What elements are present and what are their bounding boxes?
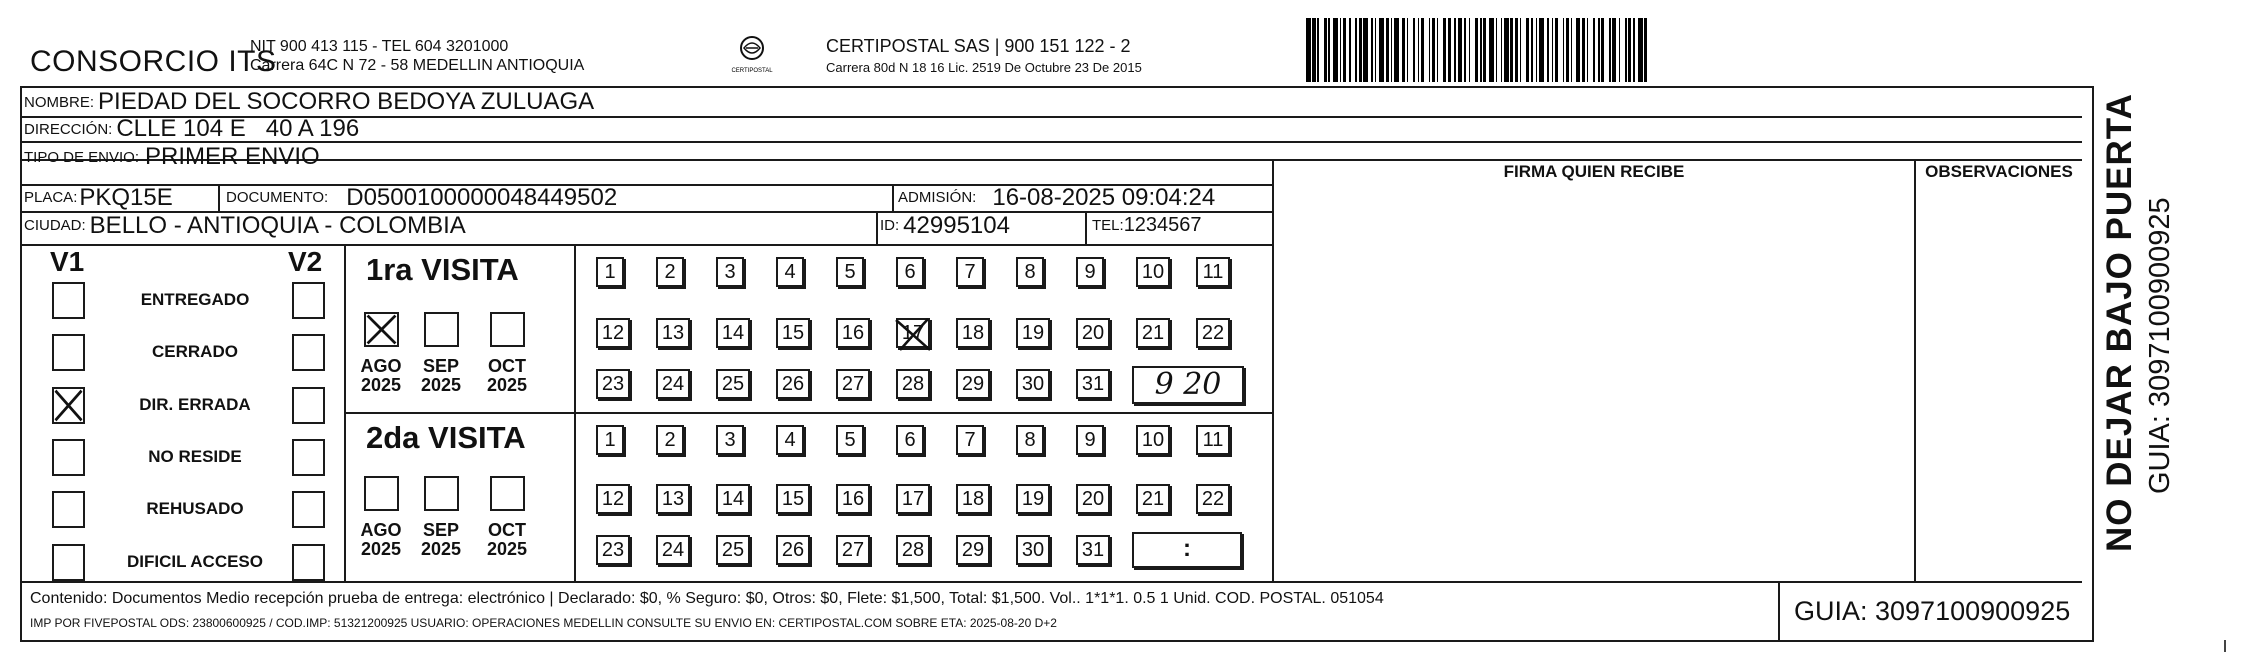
tipo-row bbox=[24, 143, 320, 170]
id-label: ID: bbox=[880, 217, 900, 234]
month-label bbox=[482, 521, 532, 559]
status-v2-checkbox[interactable] bbox=[292, 387, 325, 424]
visit1-title: 1ra VISITA bbox=[366, 252, 519, 287]
tel-value: 1234567 bbox=[1123, 214, 1202, 236]
footer-guia: GUIA: 3097100900925 bbox=[1794, 596, 2071, 626]
day-box[interactable]: 14 bbox=[716, 484, 750, 514]
day-box[interactable]: 27 bbox=[836, 535, 870, 565]
nombre-row bbox=[24, 88, 594, 116]
day-box[interactable]: 4 bbox=[776, 257, 804, 287]
day-box[interactable]: 3 bbox=[716, 257, 744, 287]
day-box[interactable]: 12 bbox=[596, 484, 630, 514]
month-label bbox=[356, 521, 406, 559]
day-box[interactable]: 29 bbox=[956, 535, 990, 565]
v1-header: V1 bbox=[50, 246, 85, 277]
day-box[interactable]: 2 bbox=[656, 257, 684, 287]
status-v1-checkbox[interactable] bbox=[52, 334, 85, 371]
status-label: ENTREGADO bbox=[140, 290, 250, 309]
day-box[interactable]: 2 bbox=[656, 425, 684, 455]
day-box[interactable]: 24 bbox=[656, 535, 690, 565]
month-label bbox=[416, 357, 466, 395]
day-box[interactable]: 7 bbox=[956, 425, 984, 455]
day-box[interactable]: 16 bbox=[836, 484, 870, 514]
month-year: 2025 bbox=[360, 539, 402, 559]
ciudad-row bbox=[24, 212, 466, 239]
barcode bbox=[1306, 18, 1649, 82]
month-label bbox=[482, 357, 532, 395]
status-v1-checkbox[interactable] bbox=[52, 439, 85, 476]
day-box[interactable]: 1 bbox=[596, 257, 624, 287]
day-box[interactable]: 19 bbox=[1016, 484, 1050, 514]
visit2-time-field[interactable]: : bbox=[1132, 532, 1242, 568]
observaciones-header: OBSERVACIONES bbox=[1925, 162, 2073, 181]
day-box[interactable]: 20 bbox=[1076, 484, 1110, 514]
footer-content: Contenido: Documentos Medio recepción prueba de entrega: electrónico | Declarado: $0, % Seguro: $0, Otros: $0, Flete: $1,500, Total: $1,500. Vol.. 1*1*1. 0.5 1 Unid. COD. POSTAL. 051054 bbox=[30, 590, 1384, 607]
status-v1-checkbox[interactable] bbox=[52, 544, 85, 581]
status-label: REHUSADO bbox=[146, 499, 244, 518]
month-checkbox[interactable] bbox=[364, 476, 399, 511]
placa-label: PLACA: bbox=[24, 189, 78, 206]
id-value: 42995104 bbox=[903, 211, 1010, 239]
month-checkbox[interactable] bbox=[490, 312, 525, 347]
documento-row bbox=[226, 184, 617, 211]
day-box[interactable]: 31 bbox=[1076, 535, 1110, 565]
day-box[interactable]: 9 bbox=[1076, 257, 1104, 287]
day-box[interactable]: 22 bbox=[1196, 484, 1230, 514]
day-box[interactable]: 6 bbox=[896, 257, 924, 287]
month-name: AGO bbox=[360, 520, 402, 540]
certipostal-address: Carrera 80d N 18 16 Lic. 2519 De Octubre 23 De 2015 bbox=[826, 60, 1142, 75]
day-box[interactable]: 3 bbox=[716, 425, 744, 455]
month-year: 2025 bbox=[486, 375, 528, 395]
documento-label: DOCUMENTO: bbox=[226, 189, 329, 206]
day-box[interactable]: 21 bbox=[1136, 318, 1170, 348]
month-name: SEP bbox=[422, 356, 460, 376]
day-box[interactable]: 27 bbox=[836, 369, 870, 399]
day-box[interactable]: 18 bbox=[956, 484, 990, 514]
company-nit: NIT 900 413 115 - TEL 604 3201000 bbox=[250, 38, 509, 55]
day-box[interactable]: 10 bbox=[1136, 257, 1170, 287]
month-year: 2025 bbox=[420, 539, 462, 559]
day-box[interactable]: 15 bbox=[776, 318, 810, 348]
day-box[interactable]: 26 bbox=[776, 535, 810, 565]
month-name: OCT bbox=[488, 356, 526, 376]
footer-meta: IMP POR FIVEPOSTAL ODS: 23800600925 / COD.IMP: 51321200925 USUARIO: OPERACIONES MEDELLIN CONSULTE SU ENVIO EN: CERTIPOSTAL.COM SOBRE ETA: 2025-08-20 D+2 bbox=[30, 616, 1057, 630]
day-box[interactable]: 28 bbox=[896, 369, 930, 399]
observations-area bbox=[1918, 185, 2080, 579]
day-box[interactable]: 23 bbox=[596, 535, 630, 565]
day-box[interactable]: 8 bbox=[1016, 425, 1044, 455]
day-box[interactable]: 4 bbox=[776, 425, 804, 455]
status-v1-checkbox[interactable] bbox=[52, 387, 85, 424]
day-box[interactable]: 26 bbox=[776, 369, 810, 399]
status-label: DIFICIL ACCESO bbox=[126, 552, 263, 571]
status-v2-checkbox[interactable] bbox=[292, 491, 325, 528]
day-box[interactable]: 20 bbox=[1076, 318, 1110, 348]
day-box[interactable]: 30 bbox=[1016, 535, 1050, 565]
day-box[interactable]: 28 bbox=[896, 535, 930, 565]
month-checkbox[interactable] bbox=[424, 312, 459, 347]
day-box[interactable]: 23 bbox=[596, 369, 630, 399]
day-box[interactable]: 10 bbox=[1136, 425, 1170, 455]
day-box[interactable]: 17 bbox=[896, 318, 930, 348]
visit2-title: 2da VISITA bbox=[366, 420, 526, 455]
status-v2-checkbox[interactable] bbox=[292, 282, 325, 319]
nombre-value: PIEDAD DEL SOCORRO BEDOYA ZULUAGA bbox=[98, 88, 595, 115]
month-label bbox=[356, 357, 406, 395]
v2-header: V2 bbox=[288, 246, 323, 277]
documento-value: D0500100000048449502 bbox=[346, 183, 618, 211]
svg-text:CERTIPOSTAL: CERTIPOSTAL bbox=[731, 68, 773, 74]
status-v2-checkbox[interactable] bbox=[292, 334, 325, 371]
status-label: NO RESIDE bbox=[148, 447, 242, 466]
day-box[interactable]: 11 bbox=[1196, 257, 1230, 287]
side-guia: GUIA: 3097100900925 bbox=[2144, 197, 2176, 494]
status-label: DIR. ERRADA bbox=[139, 395, 251, 414]
month-checkbox[interactable] bbox=[490, 476, 525, 511]
day-box[interactable]: 19 bbox=[1016, 318, 1050, 348]
day-box[interactable]: 5 bbox=[836, 425, 864, 455]
placa-value: PKQ15E bbox=[79, 183, 173, 211]
direccion-row bbox=[24, 117, 359, 141]
nombre-label: NOMBRE: bbox=[24, 93, 95, 111]
month-year: 2025 bbox=[486, 539, 528, 559]
tipo-label: TIPO DE ENVIO: bbox=[24, 148, 140, 166]
admision-label: ADMISIÓN: bbox=[898, 189, 977, 206]
id-row bbox=[880, 212, 1010, 239]
day-box[interactable]: 6 bbox=[896, 425, 924, 455]
status-v1-checkbox[interactable] bbox=[52, 282, 85, 319]
ciudad-label: CIUDAD: bbox=[24, 217, 86, 234]
day-box[interactable]: 16 bbox=[836, 318, 870, 348]
status-v2-checkbox[interactable] bbox=[292, 544, 325, 581]
status-v2-checkbox[interactable] bbox=[292, 439, 325, 476]
month-checkbox[interactable] bbox=[364, 312, 399, 347]
side-warning: NO DEJAR BAJO PUERTA bbox=[2100, 93, 2139, 552]
tel-row bbox=[1092, 212, 1202, 239]
day-box[interactable]: 9 bbox=[1076, 425, 1104, 455]
ciudad-value: BELLO - ANTIOQUIA - COLOMBIA bbox=[89, 211, 466, 239]
tipo-value: PRIMER ENVIO bbox=[145, 143, 320, 170]
signature-area bbox=[1276, 185, 1912, 579]
month-year: 2025 bbox=[420, 375, 462, 395]
day-box[interactable]: 7 bbox=[956, 257, 984, 287]
admision-row bbox=[898, 184, 1215, 211]
day-box[interactable]: 15 bbox=[776, 484, 810, 514]
day-box[interactable]: 25 bbox=[716, 369, 750, 399]
day-box[interactable]: 25 bbox=[716, 535, 750, 565]
tel-label: TEL: bbox=[1092, 217, 1124, 234]
month-name: AGO bbox=[360, 356, 402, 376]
month-year: 2025 bbox=[360, 375, 402, 395]
month-name: OCT bbox=[488, 520, 526, 540]
month-checkbox[interactable] bbox=[424, 476, 459, 511]
certipostal-logo bbox=[722, 34, 782, 78]
day-box[interactable]: 22 bbox=[1196, 318, 1230, 348]
status-v1-checkbox[interactable] bbox=[52, 491, 85, 528]
day-box[interactable]: 13 bbox=[656, 484, 690, 514]
day-box[interactable]: 31 bbox=[1076, 369, 1110, 399]
placa-row bbox=[24, 184, 173, 211]
direccion-label: DIRECCIÓN: bbox=[24, 120, 113, 138]
firma-header: FIRMA QUIEN RECIBE bbox=[1503, 162, 1685, 181]
direccion-value: CLLE 104 E 40 A 196 bbox=[116, 115, 360, 142]
day-box[interactable]: 14 bbox=[716, 318, 750, 348]
visit1-time-field[interactable]: 9 20 bbox=[1132, 366, 1244, 404]
day-box[interactable]: 21 bbox=[1136, 484, 1170, 514]
day-box[interactable]: 18 bbox=[956, 318, 990, 348]
day-box[interactable]: 24 bbox=[656, 369, 690, 399]
month-name: SEP bbox=[422, 520, 460, 540]
company-address: Carrera 64C N 72 - 58 MEDELLIN ANTIOQUIA bbox=[250, 57, 585, 74]
day-box[interactable]: 30 bbox=[1016, 369, 1050, 399]
day-box[interactable]: 1 bbox=[596, 425, 624, 455]
day-box[interactable]: 11 bbox=[1196, 425, 1230, 455]
day-box[interactable]: 12 bbox=[596, 318, 630, 348]
month-label bbox=[416, 521, 466, 559]
day-box[interactable]: 17 bbox=[896, 484, 930, 514]
admision-value: 16-08-2025 09:04:24 bbox=[992, 183, 1216, 211]
day-box[interactable]: 29 bbox=[956, 369, 990, 399]
day-box[interactable]: 5 bbox=[836, 257, 864, 287]
day-box[interactable]: 8 bbox=[1016, 257, 1044, 287]
certipostal-nit: CERTIPOSTAL SAS | 900 151 122 - 2 bbox=[826, 36, 1131, 56]
day-box[interactable]: 13 bbox=[656, 318, 690, 348]
company-name: CONSORCIO ITS bbox=[30, 45, 277, 78]
status-label: CERRADO bbox=[152, 342, 238, 361]
